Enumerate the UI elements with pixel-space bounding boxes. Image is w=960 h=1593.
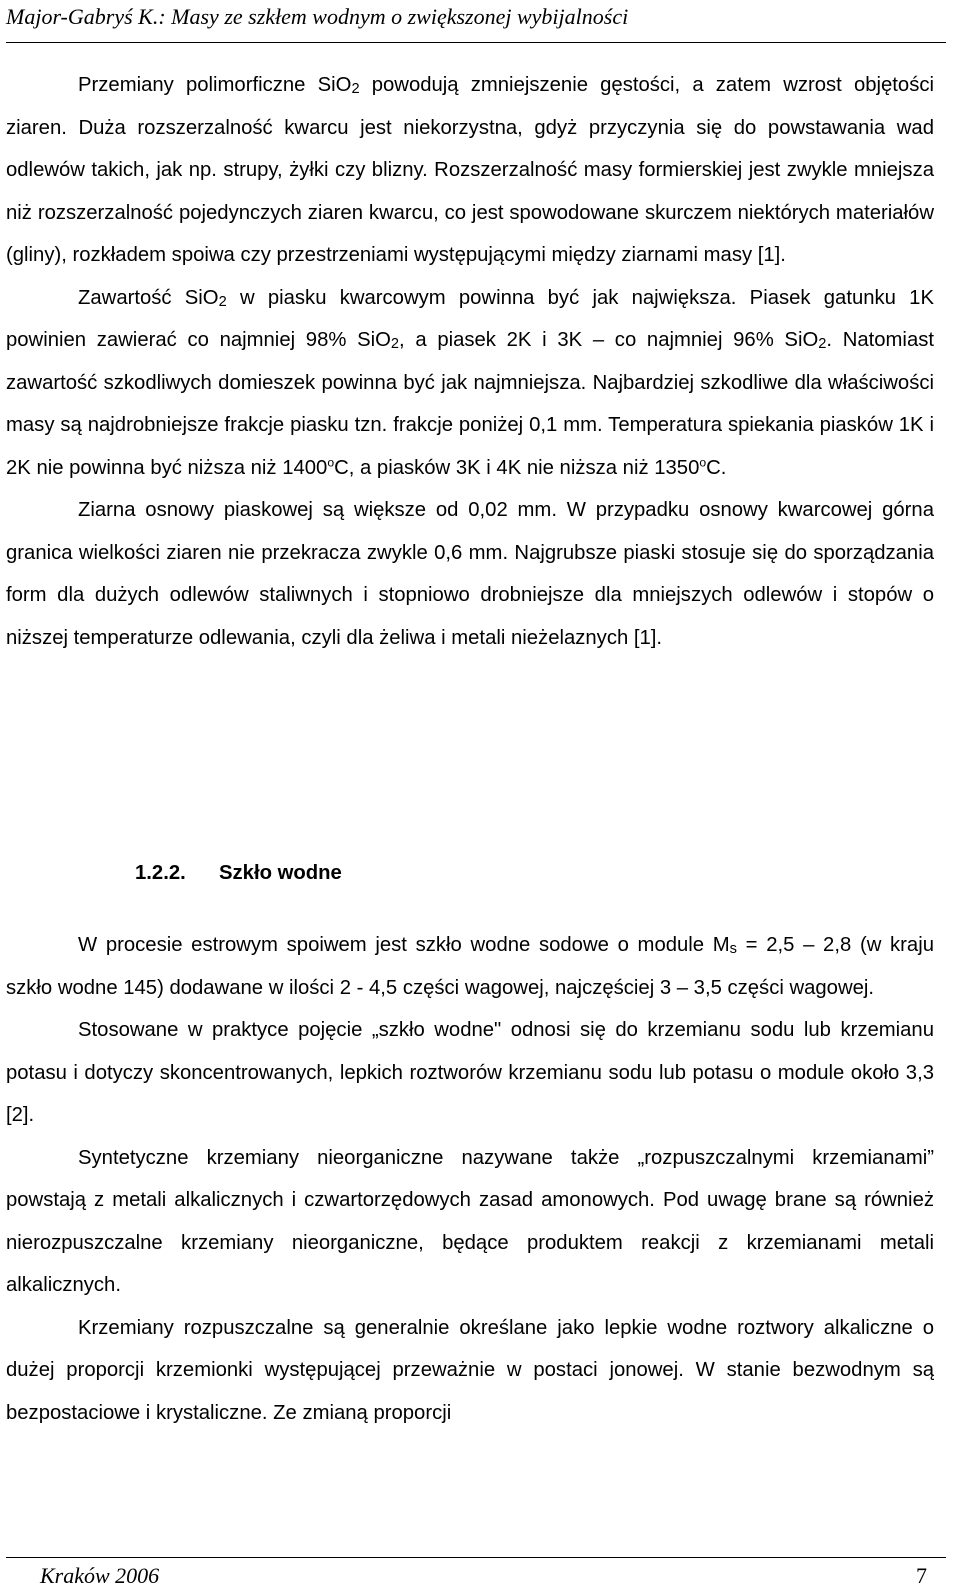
paragraph [6,924,934,1009]
footer-divider [6,1557,946,1558]
page-header [6,2,946,43]
subscript: 2 [218,293,227,310]
superscript: o [699,455,707,470]
paragraph [6,277,934,490]
text-run: Zawartość SiO [78,286,219,309]
subscript: 2 [390,336,400,353]
paragraph: Ziarna osnowy piaskowej są większe od 0,02 mm. W przypadku osnowy kwarcowej górna granica wielkości ziaren nie przekracza zwykle 0,6 mm. Najgrubsze piaski stosuje się do sporządzania form dla dużych odlewów staliwnych i stopniowo drobniejsze dla mniejszych odlewów i stopów o niższej temperaturze odlewania, czyli dla żeliwa i metali nieżelaznych [1]. [6,499,934,649]
paragraph [6,64,934,277]
subscript: 2 [351,81,360,98]
text-run: W procesie estrowym spoiwem jest szkło wodne sodowe o module M [78,934,730,956]
text-run: . Natomiast zawartość szkodliwych domieszek powinna być jak najmniejsza. Najbardziej szkodliwe dla właściwości masy są najdrobniejsze frakcje piasku tzn. frakcje poniżej 0,1 mm. Temperatura spiekania piasków 1K i 2K nie powinna być niższa niż 1400 [6,329,934,479]
text-run: , a piasek 2K i 3K – co najmniej 96% SiO [399,329,819,351]
running-title: Major-Gabryś K.: Masy ze szkłem wodnym o zwiększonej wybijalności [6,4,629,29]
section-title: Szkło wodne [219,862,342,884]
subscript: s [729,941,737,958]
paragraph: Stosowane w praktyce pojęcie „szkło wodne" odnosi się do krzemianu sodu lub krzemianu potasu i dotyczy skoncentrowanych, lepkich roztworów krzemianu sodu lub potasu o module około 3,3 [2]. [6,1019,934,1126]
footer-place-year: Kraków 2006 [40,1563,160,1588]
page-number: 7 [916,1563,927,1588]
superscript: o [327,455,335,470]
subscript: 2 [818,336,827,353]
text-run: w piasku kwarcowym powinna być jak największa. Piasek gatunku 1K powinien zawierać co najmniej 98% SiO [6,286,934,351]
text-run: Przemiany polimorficzne SiO [78,74,352,96]
paragraph: Krzemiany rozpuszczalne są generalnie określane jako lepkie wodne roztwory alkaliczne o dużej proporcji krzemionki występującej przeważnie w postaci jonowej. W stanie bezwodnym są bezpostaciowe i krystaliczne. Ze zmianą proporcji [6,1316,934,1424]
body-text-section-1 [6,64,934,659]
text-run: powodują zmniejszenie gęstości, a zatem wzrost objętości ziaren. Duża rozszerzalność kwarcu jest niekorzystna, gdyż przyczynia się do powstawania wad odlewów takich, jak np. strupy, żyłki czy blizny. Rozszerzalność masy formierskiej jest zwykle mniejsza niż rozszerzalność pojedynczych ziaren kwarcu, co jest spowodowane skurczem niektórych materiałów (gliny), rozkładem spoiwa czy przestrzeniami występującymi między ziarnami masy [1]. [6,74,934,266]
section-heading [135,862,342,885]
text-run: C. [706,456,727,479]
paragraph: Syntetyczne krzemiany nieorganiczne nazywane także „rozpuszczalnymi krzemianami” powstają z metali alkalicznych i czwartorzędowych zasad amonowych. Pod uwagę brane są również nierozpuszczalne krzemiany nieorganiczne, będące produktem reakcji z krzemianami metali alkalicznych. [6,1146,934,1296]
section-number: 1.2.2. [135,862,186,884]
body-text-section-2 [6,924,934,1434]
text-run: C, a piasków 3K i 4K nie niższa niż 1350 [334,456,700,479]
text-run: = 2,5 – 2,8 (w kraju szkło wodne 145) dodawane w ilości 2 - 4,5 części wagowej, najczęściej 3 – 3,5 części wagowej. [6,934,934,999]
